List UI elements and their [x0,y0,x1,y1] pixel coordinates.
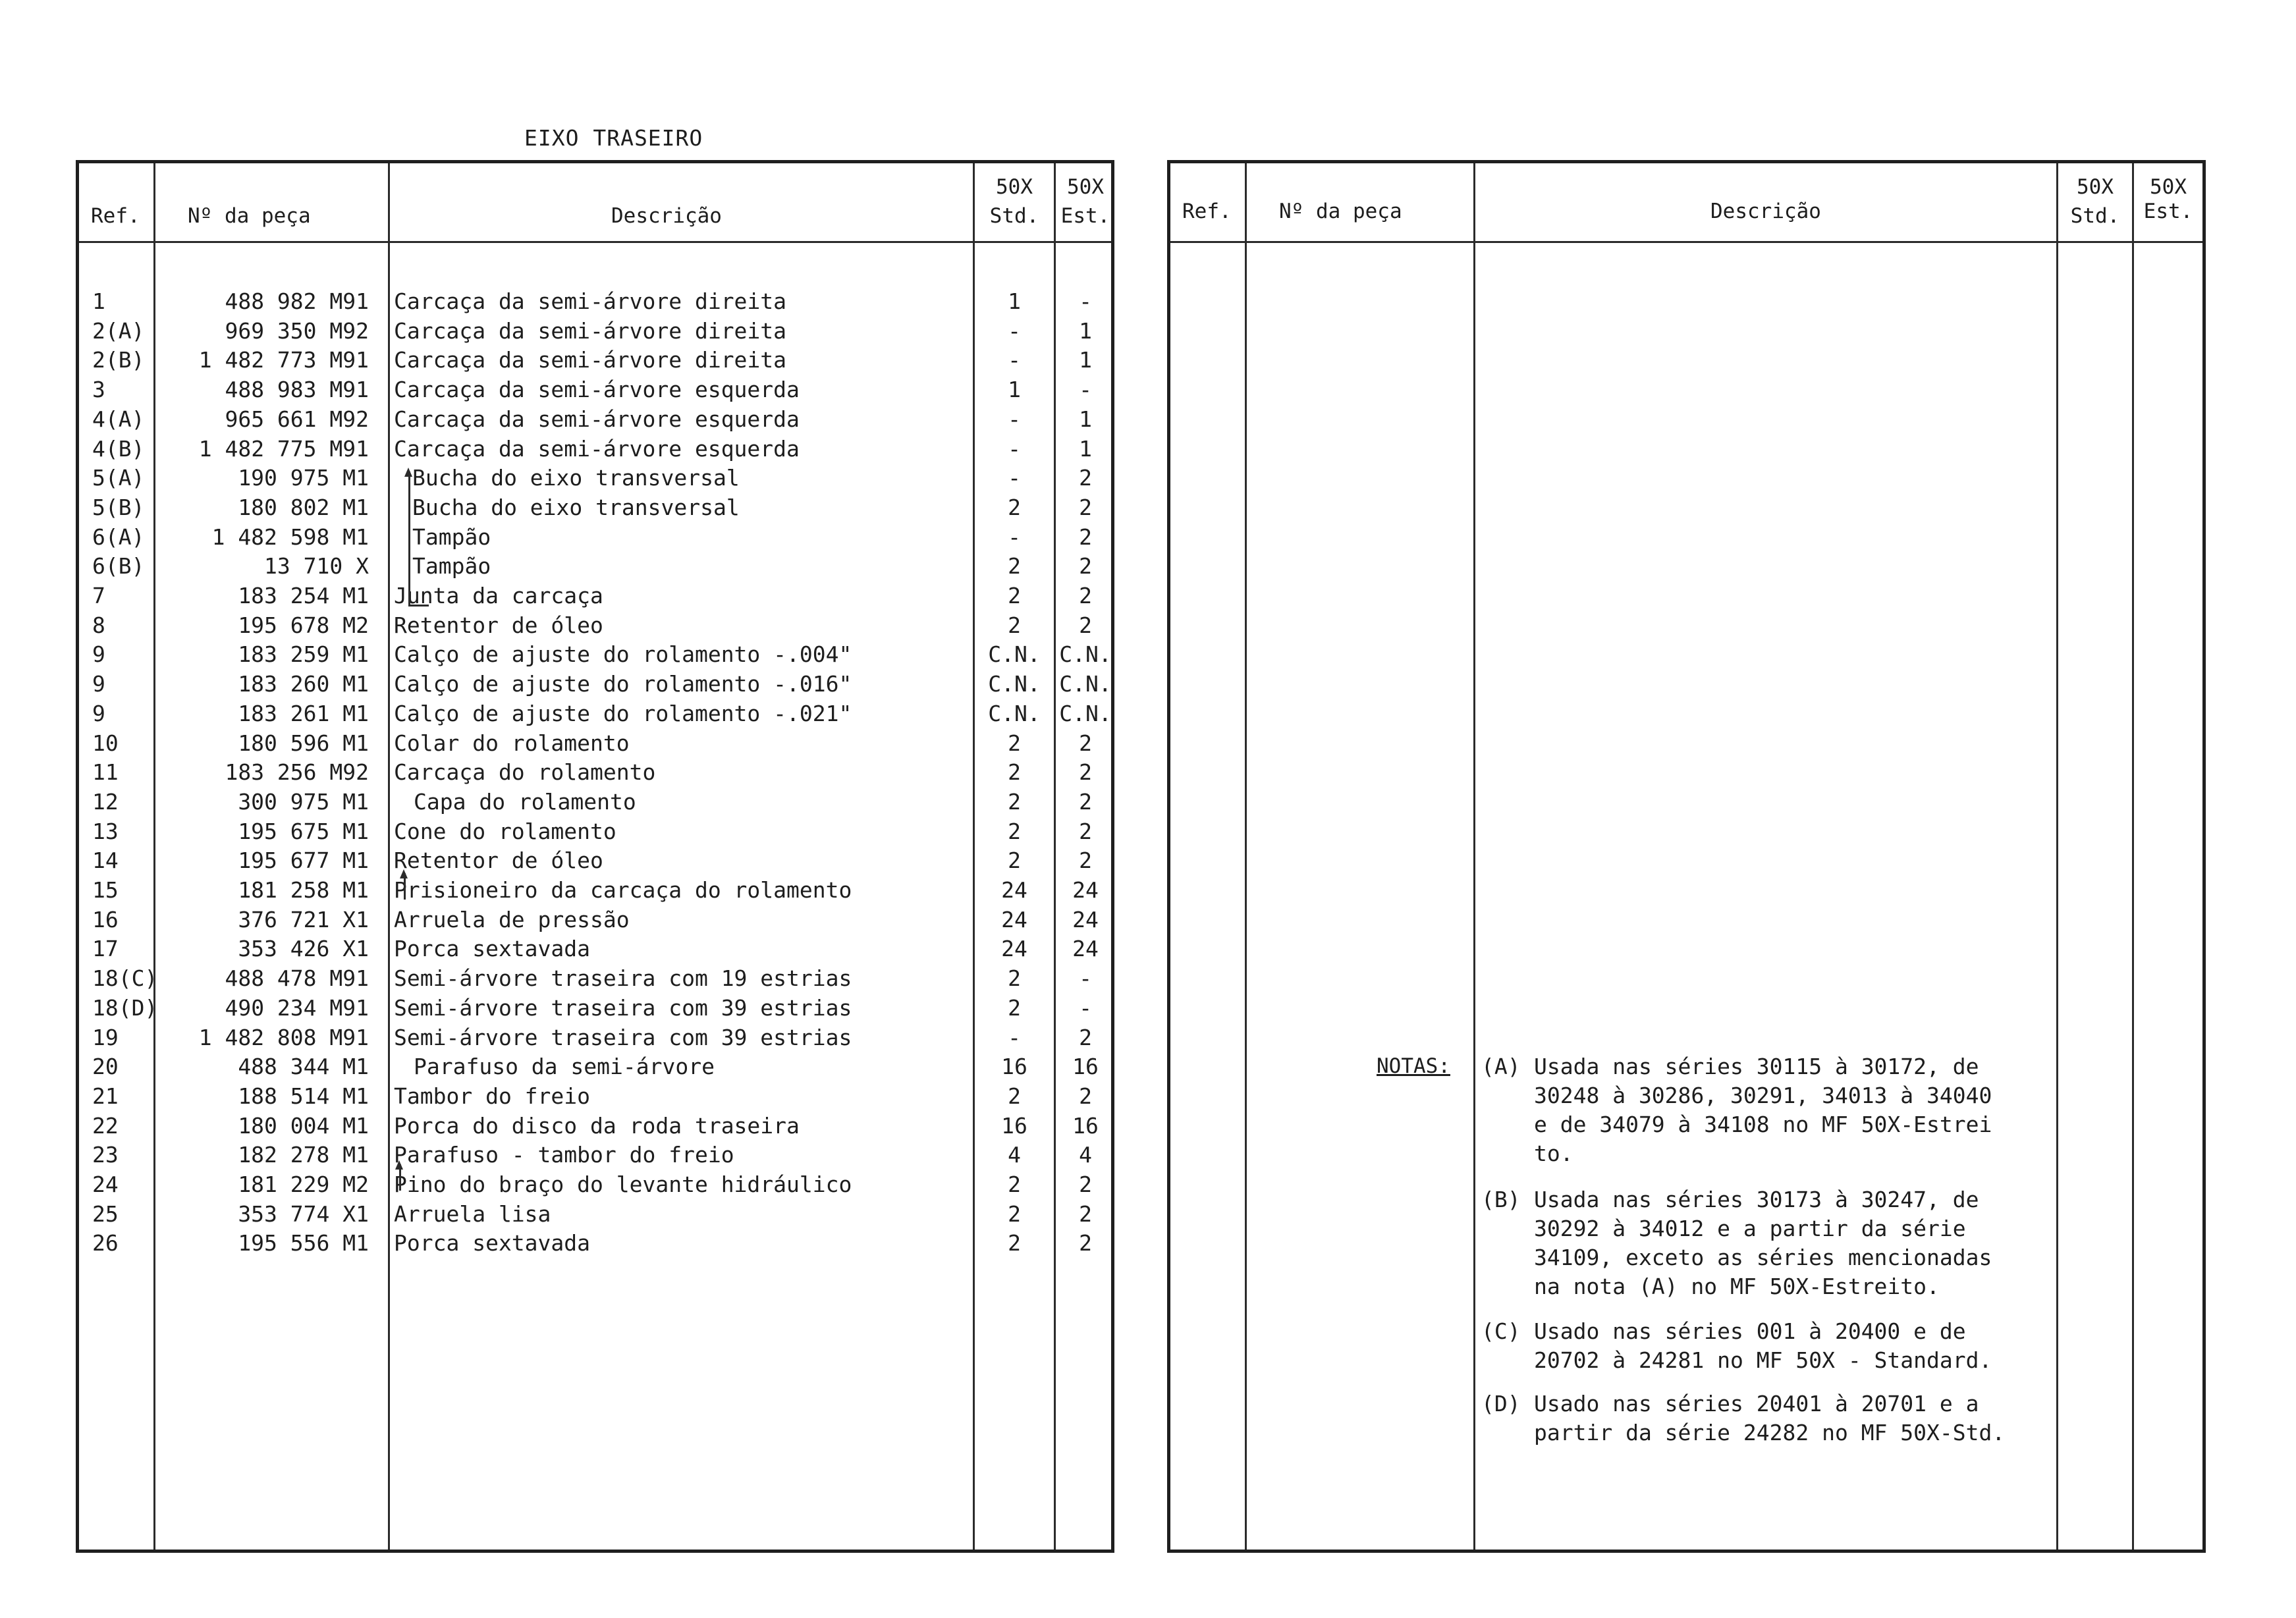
row-qty-std: 2 [1008,495,1021,520]
row-qty-std: 2 [1008,1172,1021,1197]
row-description: Semi-árvore traseira com 19 estrias [394,965,852,991]
row-part-number: 183 254 M1 [238,583,369,608]
row-ref: 1 [92,288,105,314]
row-ref: 26 [92,1230,119,1256]
row-qty-est: 1 [1079,347,1092,373]
table-row [79,1142,1111,1171]
row-qty-est: C.N. [1059,671,1112,697]
row-qty-std: 2 [1008,1230,1021,1256]
header-divider [1170,241,2202,243]
row-ref: 9 [92,671,105,697]
row-description: Porca do disco da roda traseira [394,1113,800,1139]
row-description: Tambor do freio [394,1083,591,1109]
table-row [79,288,1111,317]
row-part-number: 965 661 M92 [225,406,369,432]
row-part-number: 490 234 M91 [225,995,369,1021]
row-description: Tampão [412,553,491,579]
table-row [79,907,1111,936]
row-qty-std: 2 [1008,848,1021,873]
row-qty-est: - [1079,377,1092,402]
row-ref: 17 [92,936,119,961]
row-ref: 20 [92,1054,119,1079]
parts-table-left [76,160,1114,1553]
table-row [79,1083,1111,1112]
row-part-number: 1 482 598 M1 [211,524,369,550]
sub-item-arrow [400,869,408,878]
row-qty-est: - [1079,965,1092,991]
row-qty-std: - [1008,406,1021,432]
row-qty-est: 2 [1079,730,1092,756]
header-ref: Ref. [1182,200,1232,223]
row-description: Calço de ajuste do rolamento -.004" [394,641,852,667]
table-row [79,730,1111,759]
row-description: Prisioneiro da carcaça do rolamento [394,877,852,903]
row-qty-std: - [1008,436,1021,462]
sub-item-arrow [404,468,412,477]
header-est-bottom: Est. [2143,200,2193,223]
row-description: Retentor de óleo [394,612,603,638]
row-qty-std: - [1008,347,1021,373]
note-tag: (B) [1481,1187,1521,1212]
row-qty-est: 16 [1072,1113,1099,1139]
row-part-number: 488 344 M1 [238,1054,369,1079]
note-d [1481,1389,2199,1449]
note-line: Usado nas séries 20401 à 20701 e a [1534,1391,1979,1416]
row-description: Bucha do eixo transversal [412,495,740,520]
row-part-number: 488 478 M91 [225,965,369,991]
row-qty-est: 2 [1079,612,1092,638]
table-row [79,819,1111,848]
row-description: Semi-árvore traseira com 39 estrias [394,995,852,1021]
row-part-number: 195 675 M1 [238,819,369,844]
row-qty-est: 2 [1079,819,1092,844]
row-part-number: 13 710 X [264,553,369,579]
row-part-number: 181 258 M1 [238,877,369,903]
row-ref: 6(B) [92,553,145,579]
note-tag: (D) [1481,1391,1521,1416]
row-ref: 2(A) [92,318,145,344]
row-ref: 14 [92,848,119,873]
row-qty-est: C.N. [1059,701,1112,726]
row-description: Arruela lisa [394,1201,551,1227]
row-qty-est: 1 [1079,436,1092,462]
row-part-number: 180 802 M1 [238,495,369,520]
row-part-number: 195 678 M2 [238,612,369,638]
row-part-number: 1 482 773 M91 [198,347,369,373]
row-description: Carcaça da semi-árvore direita [394,347,787,373]
row-ref: 12 [92,789,119,815]
row-part-number: 183 261 M1 [238,701,369,726]
row-qty-est: - [1079,288,1092,314]
row-qty-est: 2 [1079,583,1092,608]
header-description: Descrição [611,204,722,228]
note-line: Usada nas séries 30115 à 30172, de [1534,1054,1979,1079]
row-qty-est: 2 [1079,1230,1092,1256]
row-qty-est: 2 [1079,1083,1092,1109]
row-qty-est: 1 [1079,318,1092,344]
note-tag: (A) [1481,1054,1521,1079]
row-part-number: 488 982 M91 [225,288,369,314]
row-qty-std: 4 [1008,1142,1021,1168]
row-qty-est: 2 [1079,524,1092,550]
row-qty-est: 1 [1079,406,1092,432]
row-part-number: 188 514 M1 [238,1083,369,1109]
row-part-number: 183 260 M1 [238,671,369,697]
page-title: EIXO TRASEIRO [524,125,703,151]
table-row [79,877,1111,906]
row-ref: 9 [92,701,105,726]
table-row [79,701,1111,730]
note-a [1481,1052,2199,1171]
header-std-top: 50X [2077,175,2114,199]
table-row [79,495,1111,524]
table-row [79,848,1111,876]
row-ref: 25 [92,1201,119,1227]
row-ref: 18(D) [92,995,158,1021]
header-divider [79,241,1111,243]
table-row [79,995,1111,1024]
row-ref: 5(B) [92,495,145,520]
row-description: Carcaça da semi-árvore esquerda [394,436,800,462]
row-ref: 3 [92,377,105,402]
row-part-number: 488 983 M91 [225,377,369,402]
row-part-number: 183 259 M1 [238,641,369,667]
parts-table-right [1167,160,2206,1553]
row-ref: 15 [92,877,119,903]
table-row [79,465,1111,494]
row-part-number: 182 278 M1 [238,1142,369,1168]
note-line: Usado nas séries 001 à 20400 e de [1534,1318,1966,1344]
header-est-top: 50X [2150,175,2187,199]
row-qty-std: - [1008,318,1021,344]
row-qty-est: 2 [1079,465,1092,491]
row-description: Pino do braço do levante hidráulico [394,1172,852,1197]
row-qty-std: C.N. [988,641,1041,667]
row-ref: 16 [92,907,119,932]
row-ref: 9 [92,641,105,667]
table-row [79,1113,1111,1142]
header-std-bottom: Std. [2070,204,2120,228]
row-qty-est: 2 [1079,848,1092,873]
row-description: Bucha do eixo transversal [412,465,740,491]
note-line: partir da série 24282 no MF 50X-Std. [1534,1420,2006,1445]
row-ref: 11 [92,759,119,785]
row-qty-est: 2 [1079,553,1092,579]
row-qty-est: 2 [1079,789,1092,815]
table-row [79,377,1111,406]
row-qty-std: 2 [1008,965,1021,991]
row-qty-std: 2 [1008,553,1021,579]
note-line: Usada nas séries 30173 à 30247, de [1534,1187,1979,1212]
row-qty-std: 16 [1001,1113,1027,1139]
row-qty-std: 24 [1001,877,1027,903]
row-qty-std: 2 [1008,1201,1021,1227]
row-ref: 8 [92,612,105,638]
note-line: 30292 à 34012 e a partir da série [1534,1216,1966,1241]
table-row [79,641,1111,670]
header-est-bottom: Est. [1060,204,1110,228]
note-line: to. [1534,1141,1573,1166]
row-qty-est: 2 [1079,1172,1092,1197]
header-part-no: Nº da peça [188,204,311,228]
row-description: Carcaça da semi-árvore esquerda [394,406,800,432]
row-part-number: 180 004 M1 [238,1113,369,1139]
sub-item-bracket [408,472,410,551]
row-qty-std: C.N. [988,701,1041,726]
table-row [79,1201,1111,1230]
table-row [79,553,1111,582]
row-qty-std: 2 [1008,789,1021,815]
row-ref: 7 [92,583,105,608]
row-part-number: 183 256 M92 [225,759,369,785]
table-row [79,406,1111,435]
row-qty-std: 24 [1001,907,1027,932]
row-qty-std: 2 [1008,583,1021,608]
row-ref: 21 [92,1083,119,1109]
row-description: Cone do rolamento [394,819,616,844]
row-part-number: 300 975 M1 [238,789,369,815]
row-description: Tampão [412,524,491,550]
row-ref: 19 [92,1025,119,1050]
note-c [1481,1317,2199,1376]
row-qty-est: 2 [1079,495,1092,520]
table-row [79,524,1111,553]
col-divider [1245,163,1247,1550]
header-description: Descrição [1710,200,1821,223]
table-row [79,347,1111,376]
row-qty-std: 1 [1008,377,1021,402]
row-description: Carcaça da semi-árvore esquerda [394,377,800,402]
row-description: Parafuso da semi-árvore [414,1054,715,1079]
row-part-number: 1 482 808 M91 [198,1025,369,1050]
table-row [79,1230,1111,1259]
header-ref: Ref. [91,204,140,228]
table-row [79,612,1111,641]
row-description: Calço de ajuste do rolamento -.021" [394,701,852,726]
row-description: Arruela de pressão [394,907,630,932]
row-ref: 22 [92,1113,119,1139]
header-std-top: 50X [996,175,1033,199]
row-description: Parafuso - tambor do freio [394,1142,734,1168]
table-row [79,965,1111,994]
row-ref: 10 [92,730,119,756]
row-part-number: 190 975 M1 [238,465,369,491]
row-qty-est: C.N. [1059,641,1112,667]
row-qty-std: 2 [1008,995,1021,1021]
row-description: Carcaça da semi-árvore direita [394,288,787,314]
row-description: Porca sextavada [394,936,591,961]
row-ref: 4(A) [92,406,145,432]
row-qty-std: - [1008,1025,1021,1050]
row-qty-std: 24 [1001,936,1027,961]
row-part-number: 353 774 X1 [238,1201,369,1227]
table-row [79,436,1111,465]
row-qty-est: 4 [1079,1142,1092,1168]
row-ref: 6(A) [92,524,145,550]
row-qty-est: 2 [1079,1025,1092,1050]
note-line: 34109, exceto as séries mencionadas [1534,1245,1992,1270]
row-description: Colar do rolamento [394,730,630,756]
table-row [79,1172,1111,1200]
row-qty-est: 24 [1072,877,1099,903]
row-description: Calço de ajuste do rolamento -.016" [394,671,852,697]
row-part-number: 376 721 X1 [238,907,369,932]
note-line: e de 34079 à 34108 no MF 50X-Estrei [1534,1112,1992,1137]
row-description: Capa do rolamento [414,789,636,815]
table-row [79,671,1111,700]
row-part-number: 969 350 M92 [225,318,369,344]
row-ref: 18(C) [92,965,158,991]
row-qty-std: C.N. [988,671,1041,697]
table-row [79,1054,1111,1083]
row-qty-std: 2 [1008,819,1021,844]
row-qty-std: 1 [1008,288,1021,314]
row-qty-std: 16 [1001,1054,1027,1079]
note-line: na nota (A) no MF 50X-Estreito. [1534,1274,1940,1299]
row-qty-est: 2 [1079,1201,1092,1227]
row-qty-est: 2 [1079,759,1092,785]
row-description: Semi-árvore traseira com 39 estrias [394,1025,852,1050]
col-divider [1473,163,1475,1550]
row-part-number: 1 482 775 M91 [198,436,369,462]
note-line: 20702 à 24281 no MF 50X - Standard. [1534,1347,1992,1373]
header-std-bottom: Std. [989,204,1039,228]
row-qty-std: 2 [1008,1083,1021,1109]
parts-rows [79,288,1111,1342]
note-line: 30248 à 30286, 30291, 34013 à 34040 [1534,1083,1992,1108]
table-row [79,318,1111,347]
table-row [79,936,1111,965]
row-description: Junta da carcaça [394,583,603,608]
row-ref: 4(B) [92,436,145,462]
row-qty-est: 24 [1072,936,1099,961]
header-part-no: Nº da peça [1279,200,1402,223]
row-ref: 5(A) [92,465,145,491]
row-qty-est: - [1079,995,1092,1021]
note-b [1481,1185,2199,1304]
table-row [79,759,1111,788]
row-part-number: 180 596 M1 [238,730,369,756]
row-ref: 23 [92,1142,119,1168]
row-part-number: 353 426 X1 [238,936,369,961]
row-description: Porca sextavada [394,1230,591,1256]
table-row [79,583,1111,612]
row-qty-std: 2 [1008,730,1021,756]
row-qty-est: 24 [1072,907,1099,932]
table-row [79,789,1111,818]
row-ref: 2(B) [92,347,145,373]
row-description: Carcaça do rolamento [394,759,656,785]
row-description: Retentor de óleo [394,848,603,873]
row-part-number: 195 556 M1 [238,1230,369,1256]
sub-item-bracket [408,551,429,607]
row-qty-std: - [1008,465,1021,491]
row-qty-std: - [1008,524,1021,550]
row-qty-est: 16 [1072,1054,1099,1079]
row-ref: 24 [92,1172,119,1197]
row-qty-std: 2 [1008,759,1021,785]
row-part-number: 181 229 M2 [238,1172,369,1197]
row-part-number: 195 677 M1 [238,848,369,873]
note-tag: (C) [1481,1318,1521,1344]
table-row [79,1025,1111,1054]
sub-item-arrow [395,1160,403,1170]
row-qty-std: 2 [1008,612,1021,638]
header-est-top: 50X [1067,175,1104,199]
row-ref: 13 [92,819,119,844]
row-description: Carcaça da semi-árvore direita [394,318,787,344]
notes-label: NOTAS: [1377,1054,1450,1078]
